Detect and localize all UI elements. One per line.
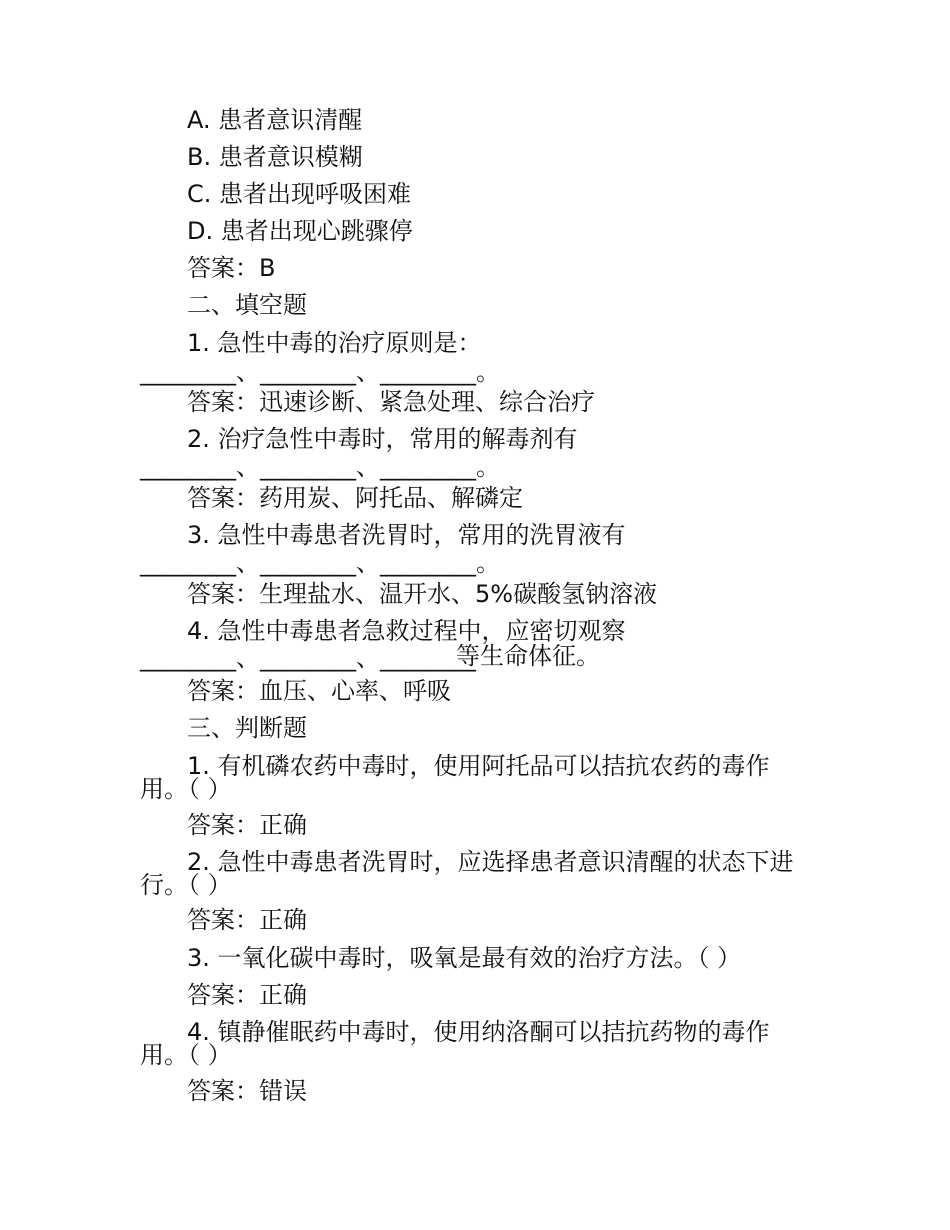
question-stem: 2. 急性中毒患者洗胃时，应选择患者意识清醒的状态下进 [187, 848, 794, 876]
section-heading-true-false: 三、判断题 [187, 714, 307, 742]
option-a: A. 患者意识清醒 [187, 106, 363, 134]
question-stem: 3. 一氧化碳中毒时，吸氧是最有效的治疗方法。（ ） [187, 944, 742, 972]
blank-line: ________、________、________ [140, 644, 476, 672]
question-stem-tail: 等生命体征。 [456, 642, 600, 670]
answer-line: 答案：错误 [187, 1077, 307, 1105]
question-stem: 4. 急性中毒患者急救过程中，应密切观察 [187, 617, 626, 645]
question-stem-continuation: 用。（ ） [140, 775, 232, 803]
answer-line: 答案：B [187, 254, 276, 282]
option-b: B. 患者意识模糊 [187, 143, 363, 171]
question-stem: 3. 急性中毒患者洗胃时，常用的洗胃液有 [187, 521, 626, 549]
option-d: D. 患者出现心跳骤停 [187, 217, 413, 245]
option-c: C. 患者出现呼吸困难 [187, 180, 412, 208]
blank-line: ________、________、________。 [140, 358, 500, 386]
question-stem: 1. 急性中毒的治疗原则是： [187, 329, 482, 357]
section-heading-fill-in: 二、填空题 [187, 291, 307, 319]
answer-line: 答案：正确 [187, 981, 307, 1009]
answer-line: 答案：迅速诊断、紧急处理、综合治疗 [187, 388, 595, 416]
question-stem-continuation: 行。（ ） [140, 871, 232, 899]
question-stem-continuation: 用。（ ） [140, 1041, 232, 1069]
question-stem: 2. 治疗急性中毒时，常用的解毒剂有 [187, 425, 578, 453]
blank-line: ________、________、________。 [140, 453, 500, 481]
answer-line: 答案：药用炭、阿托品、解磷定 [187, 484, 523, 512]
question-stem: 1. 有机磷农药中毒时，使用阿托品可以拮抗农药的毒作 [187, 752, 770, 780]
answer-line: 答案：生理盐水、温开水、5%碳酸氢钠溶液 [187, 580, 658, 608]
blank-line: ________、________、________。 [140, 549, 500, 577]
question-stem: 4. 镇静催眠药中毒时，使用纳洛酮可以拮抗药物的毒作 [187, 1018, 770, 1046]
answer-line: 答案：血压、心率、呼吸 [187, 677, 451, 705]
answer-line: 答案：正确 [187, 811, 307, 839]
answer-line: 答案：正确 [187, 906, 307, 934]
